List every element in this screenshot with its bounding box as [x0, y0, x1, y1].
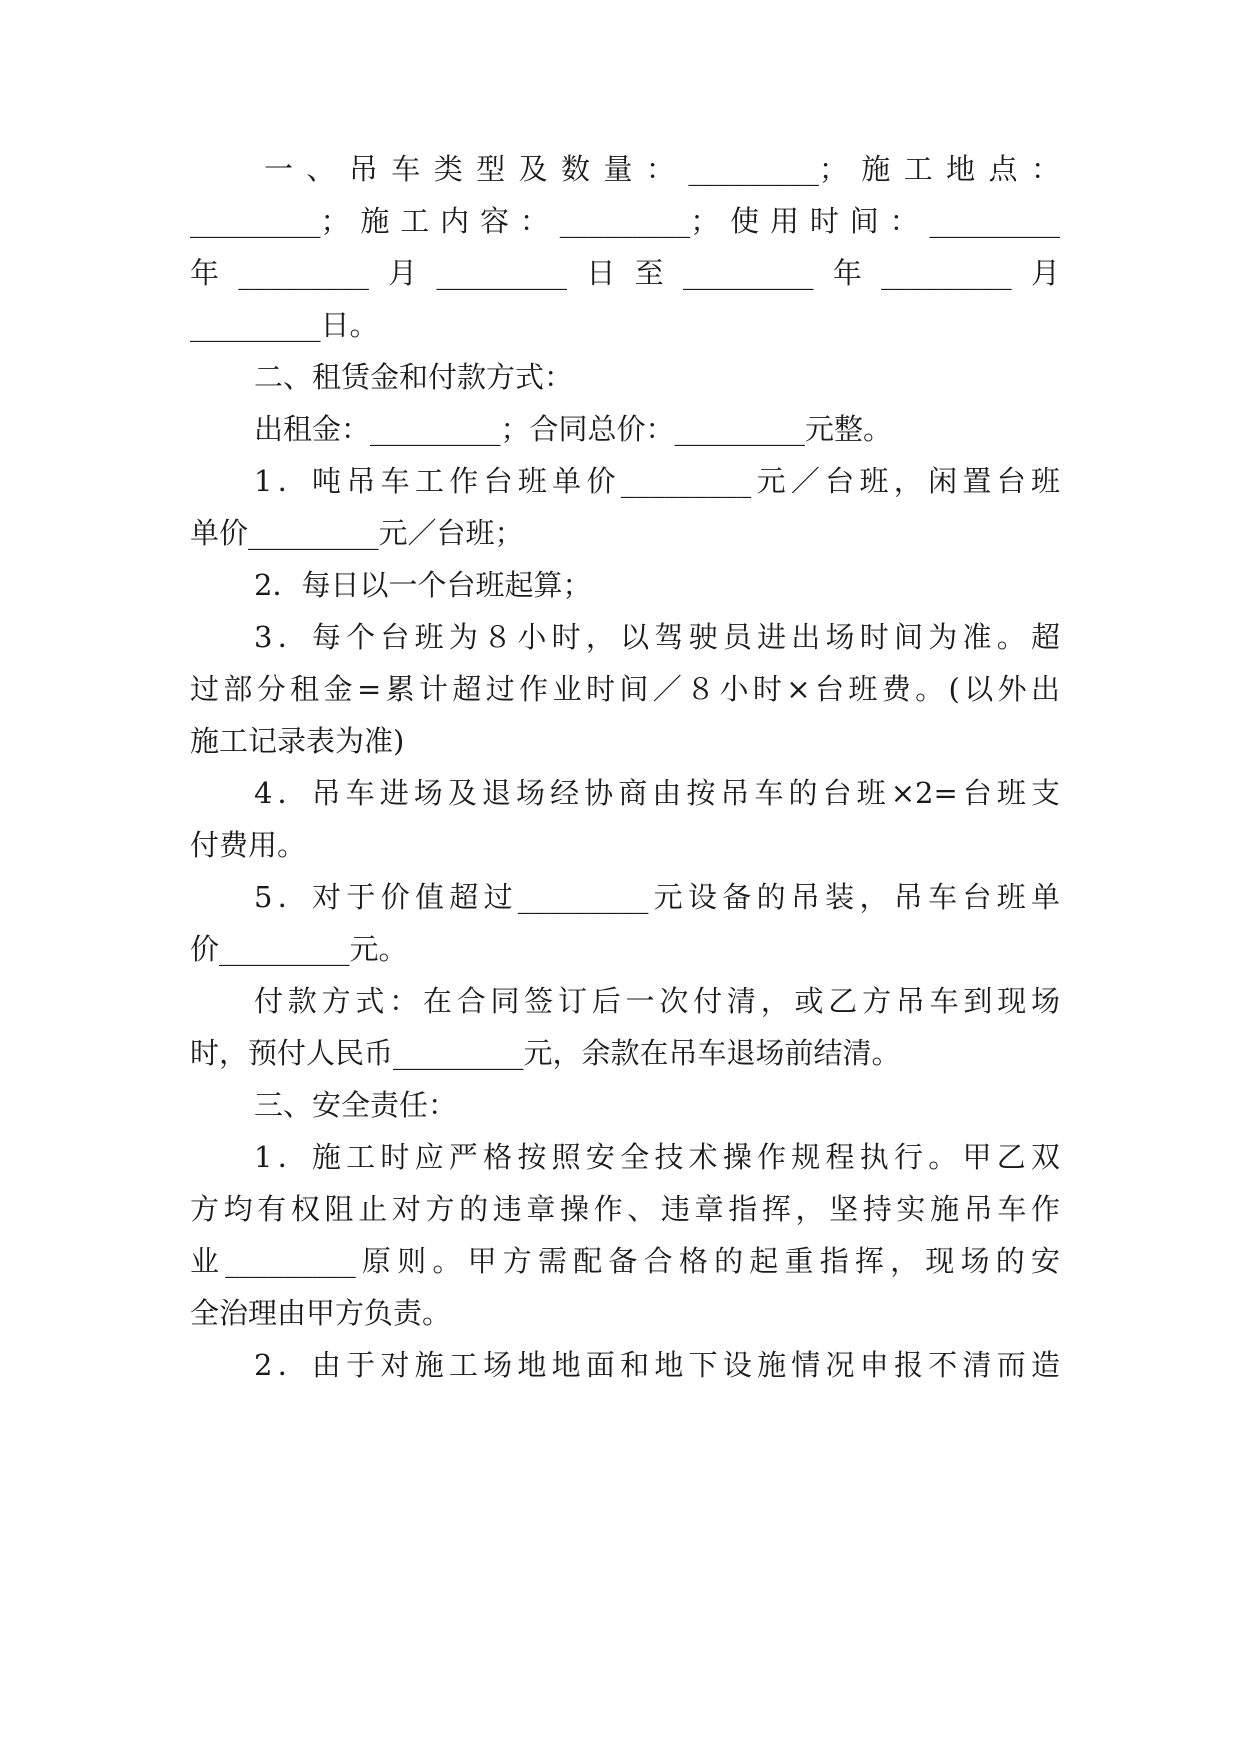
text-line: 4．吊车进场及退场经协商由按吊车的台班×2=台班支 [254, 776, 1060, 810]
section-heading: 三、安全责任： [254, 1088, 458, 1122]
text-line: 1．吨吊车工作台班单价_________元／台班，闲置台班 [254, 464, 1060, 498]
text-line: 付款方式：在合同签订后一次付清，或乙方吊车到现场 [254, 984, 1060, 1018]
text-line: 价_________元。 [190, 932, 408, 966]
text-line: 施工记录表为准) [190, 724, 405, 758]
text-line: 年_________月_________日至_________年_________月 [190, 256, 1060, 290]
text-line: 2．由于对施工场地地面和地下设施情况申报不清而造 [254, 1348, 1060, 1382]
text-line: 5．对于价值超过_________元设备的吊装，吊车台班单 [254, 880, 1060, 914]
text-line: 全治理由甲方负责。 [190, 1296, 452, 1330]
text-line: 过部分租金=累计超过作业时间／８小时×台班费。(以外出 [190, 672, 1060, 706]
text-line: 付费用。 [190, 828, 307, 862]
section-heading: 二、租赁金和付款方式： [254, 360, 574, 394]
text-line: 1．施工时应严格按照安全技术操作规程执行。甲乙双 [254, 1140, 1060, 1174]
text-line: 时，预付人民币_________元，余款在吊车退场前结清。 [190, 1036, 901, 1070]
text-line: 出租金：_________；合同总价：_________元整。 [254, 412, 893, 446]
text-line: 2．每日以一个台班起算； [254, 568, 592, 602]
text-line: 3．每个台班为８小时，以驾驶员进出场时间为准。超 [254, 620, 1060, 654]
text-line: _________日。 [190, 308, 379, 342]
text-line: 单价_________元／台班； [190, 516, 524, 550]
text-line: 方均有权阻止对方的违章操作、违章指挥，坚持实施吊车作 [190, 1192, 1060, 1226]
text-line: 一、吊车类型及数量：_________；施工地点： [264, 152, 1060, 186]
text-line: _________；施工内容：_________；使用时间：_________ [190, 204, 1060, 238]
text-line: 业_________原则。甲方需配备合格的起重指挥，现场的安 [190, 1244, 1060, 1278]
